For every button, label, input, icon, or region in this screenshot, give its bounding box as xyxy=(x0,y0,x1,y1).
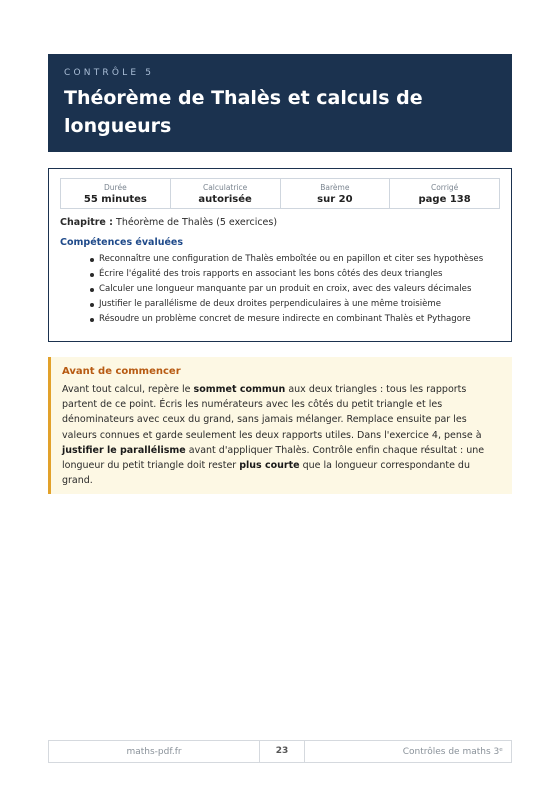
competence-item: Reconnaître une configuration de Thalès emboîtée ou en papillon et citer ses hypothèses xyxy=(90,253,494,266)
calculator-cell xyxy=(171,179,281,208)
duration-cell xyxy=(61,179,171,208)
grading-value: sur 20 xyxy=(317,194,353,205)
callout-text-part: avant d'appliquer Thalès. Contrôle enfin chaque résultat : une longueur du petit triangle doit rester xyxy=(62,444,485,472)
calculator-label: Calculatrice xyxy=(202,183,248,192)
test-details-grid xyxy=(60,178,500,209)
answer-key-cell xyxy=(390,179,499,208)
calculator-value: autorisée xyxy=(198,194,252,205)
callout-text-part: aux deux triangles : tous les rapports partent de ce point. Écris les numérateurs avec les côtés du petit triangle et les dénominateurs avec ceux du grand, sans jamais mélanger. Remplace ensuite par les valeurs connues et garde seulement les deux rapports utiles. Dans l'exercice 4, pense à xyxy=(62,384,482,441)
answer-key-value: page 138 xyxy=(418,194,471,205)
footer-series: Contrôles de maths 3ᵉ xyxy=(402,746,503,757)
duration-label: Durée xyxy=(104,183,127,192)
callout-emphasis: plus courte xyxy=(239,460,300,472)
page-header xyxy=(48,54,512,152)
competence-item: Justifier le parallélisme de deux droites perpendiculaires à une même troisième xyxy=(90,298,494,311)
competence-item: Écrire l'égalité des trois rapports en associant les bons côtés des deux triangles xyxy=(90,268,494,281)
callout-emphasis: sommet commun xyxy=(193,384,286,395)
instructions-callout xyxy=(48,357,512,494)
chapter-line xyxy=(60,216,500,229)
callout-text xyxy=(62,382,501,488)
callout-text-part: que la longueur correspondante du grand. xyxy=(62,460,470,487)
callout-text-part: Avant tout calcul, repère le xyxy=(62,384,194,395)
competence-item: Calculer une longueur manquante par un produit en croix, avec des valeurs décimales xyxy=(90,283,494,296)
grading-label: Barème xyxy=(320,183,350,192)
competence-item: Résoudre un problème concret de mesure indirecte en combinant Thalès et Pythagore xyxy=(90,313,494,326)
page-title: Théorème de Thalès et calculs de longueurs xyxy=(64,87,423,137)
chapter-label: Chapitre : xyxy=(60,217,113,228)
competences-title: Compétences évaluées xyxy=(60,237,184,248)
duration-value: 55 minutes xyxy=(83,194,147,205)
page-footer xyxy=(48,740,512,763)
grading-cell xyxy=(281,179,391,208)
chapter-value: Théorème de Thalès (5 exercices) xyxy=(116,217,278,228)
test-number: CONTRÔLE 5 xyxy=(64,68,155,78)
competences-list xyxy=(60,253,494,326)
footer-site: maths-pdf.fr xyxy=(126,746,182,757)
callout-emphasis: justifier le parallélisme xyxy=(62,444,186,456)
test-info-box xyxy=(48,168,512,342)
page-number: 23 xyxy=(259,741,305,762)
answer-key-label: Corrigé xyxy=(430,183,459,192)
callout-title: Avant de commencer xyxy=(62,366,181,377)
